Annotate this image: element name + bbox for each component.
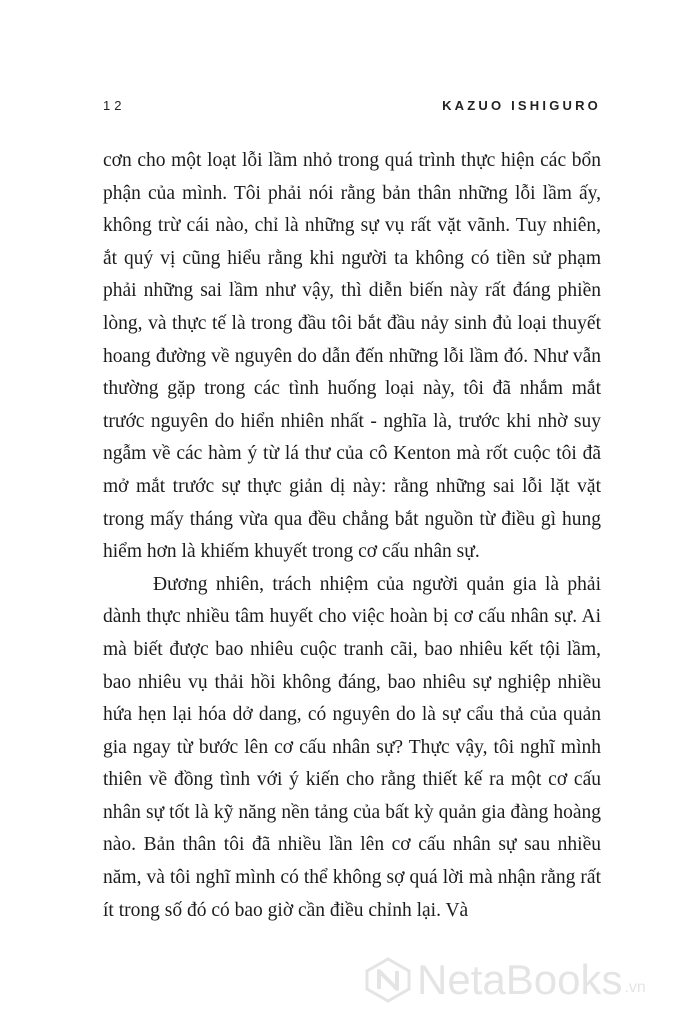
running-head: [103, 95, 601, 115]
running-title: KAZUO ISHIGURO: [442, 97, 601, 113]
paragraph: Đương nhiên, trách nhiệm của người quản gia là phải dành thực nhiều tâm huyết cho việc hoàn bị cơ cấu nhân sự. Ai mà biết được bao nhiêu cuộc tranh cãi, bao nhiêu kết tội lầm, bao nhiêu vụ thải hồi không đáng, bao nhiêu sự nghiệp nhiều hứa hẹn lại hóa dở dang, có nguyên do là sự cẩu thả của quản gia ngay từ bước lên cơ cấu nhân sự? Thực vậy, tôi nghĩ mình thiên về đồng tình với ý kiến cho rằng thiết kế ra một cơ cấu nhân sự tốt là kỹ năng nền tảng của bất kỳ quản gia đàng hoàng nào. Bản thân tôi đã nhiều lần lên cơ cấu nhân sự sau nhiều năm, và tôi nghĩ mình có thể không sợ quá lời mà nhận rằng rất ít trong số đó có bao giờ cần điều chỉnh lại. Và: [103, 573, 601, 921]
netabooks-watermark: [365, 955, 646, 1005]
body-text: [103, 145, 601, 927]
netabooks-logo-icon: [365, 957, 411, 1003]
watermark-tld: .vn: [624, 979, 646, 996]
watermark-brand: NetaBooks: [417, 956, 623, 1003]
page-number: 12: [103, 97, 126, 113]
paragraph-continued: cơn cho một loạt lỗi lầm nhỏ trong quá trình thực hiện các bổn phận của mình. Tôi phải nói rằng bản thân những lỗi lầm ấy, không trừ cái nào, chỉ là những sự vụ rất vặt vãnh. Tuy nhiên, ắt quý vị cũng hiểu rằng khi người ta không có tiền sử phạm phải những sai lầm như vậy, thì diễn biến này rất đáng phiền lòng, và thực tế là trong đầu tôi bắt đầu nảy sinh đủ loại thuyết hoang đường về nguyên do dẫn đến những lỗi lầm đó. Như vẫn thường gặp trong các tình huống loại này, tôi đã nhắm mắt trước nguyên do hiển nhiên nhất - nghĩa là, trước khi nhờ suy ngẫm về các hàm ý từ lá thư của cô Kenton mà rốt cuộc tôi đã mở mắt trước sự thực giản dị này: rằng những sai lỗi lặt vặt trong mấy tháng vừa qua đều chẳng bắt nguồn từ điều gì hung hiểm hơn là khiếm khuyết trong cơ cấu nhân sự.: [103, 150, 601, 563]
